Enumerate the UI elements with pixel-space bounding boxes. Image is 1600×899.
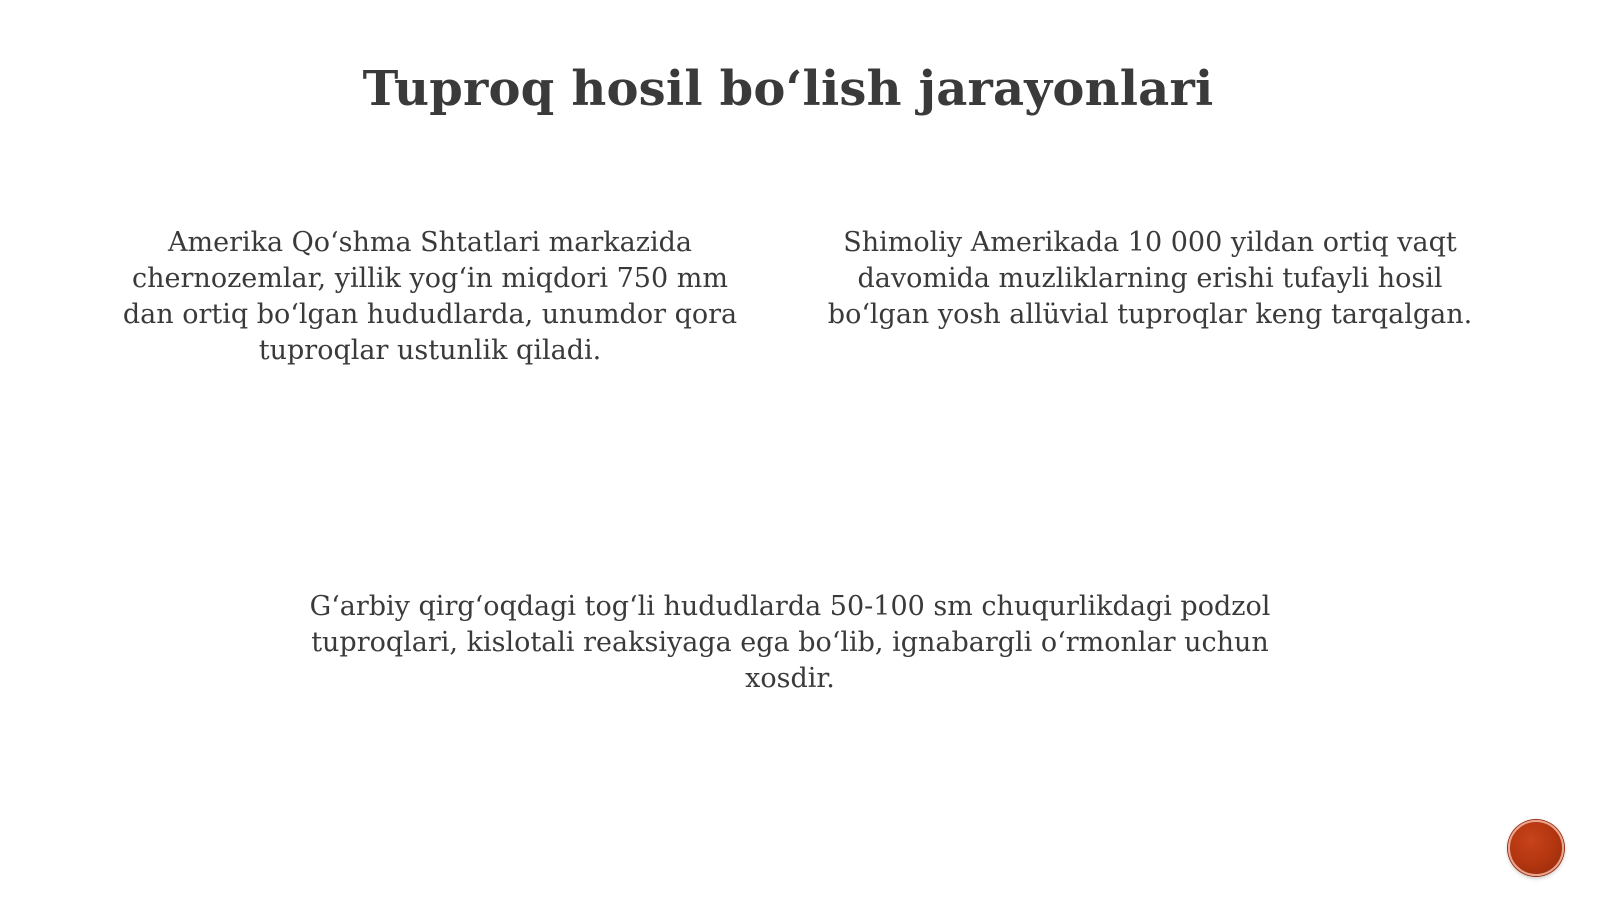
paragraph-bottom: G‘arbiy qirg‘oqdagi tog‘li hududlarda 50-100 sm chuqurlikdagi podzol tuproqlari, kislotali reaksiyaga ega bo‘lib, ignabargli o‘rmonlar uchun xosdir. xyxy=(309,591,1271,694)
paragraph-right: Shimoliy Amerikada 10 000 yildan ortiq vaqt davomida muzliklarning erishi tufayli hosil bo‘lgan yosh allüvial tuproqlar keng tarqalgan. xyxy=(827,227,1473,330)
slide-title: Tuproq hosil bo‘lish jarayonlari xyxy=(362,61,1214,117)
paragraph-left: Amerika Qo‘shma Shtatlari markazida chernozemlar, yillik yog‘in miqdori 750 mm dan ortiq bo‘lgan hududlarda, unumdor qora tuproqlar ustunlik qiladi. xyxy=(122,227,738,366)
circle-nav-icon[interactable] xyxy=(1508,820,1564,876)
